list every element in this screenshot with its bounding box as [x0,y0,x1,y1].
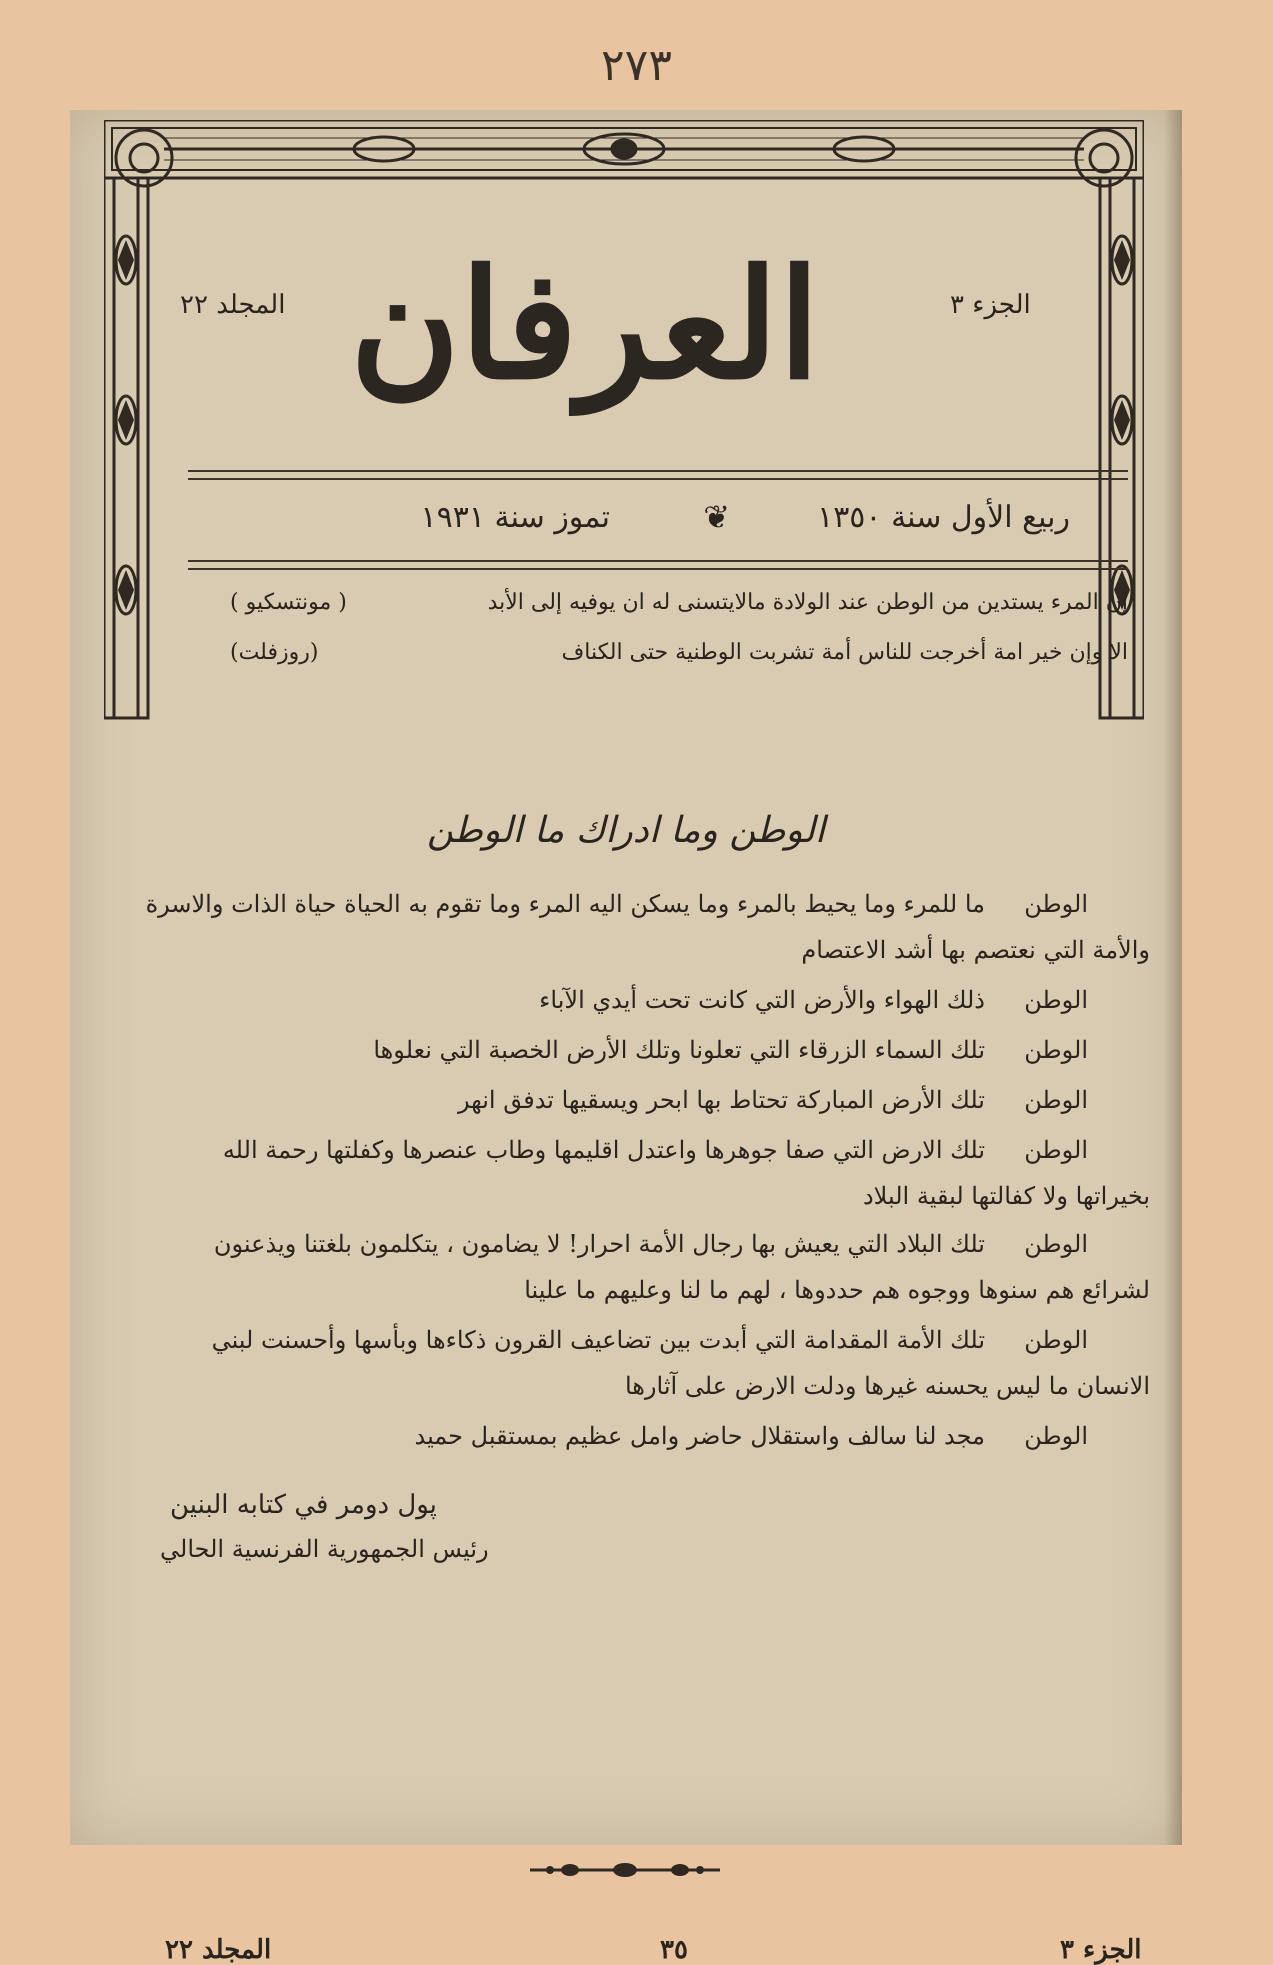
line-text: لشرائع هم سنوها ووجوه هم حددوها ، لهم ما لنا وعليهم ما علينا [524,1276,1150,1304]
line-text: والأمة التي نعتصم بها أشد الاعتصام [801,936,1150,964]
line-text: تلك الارض التي صفا جوهرها واعتدل اقليمها وطاب عنصرها وكفلتها رحمة الله [222,1136,985,1164]
line-lead: الوطن [1024,1036,1088,1064]
footer-issue: الجزء ٣ [1060,1935,1142,1965]
article-line [70,1422,1150,1462]
hijri-date: ربيع الأول سنة ١٣٥٠ [817,500,1070,535]
line-text: الانسان ما ليس يحسنه غيرها ودلت الارض على آثارها [624,1372,1150,1400]
line-text: بخيراتها ولا كفالتها لبقية البلاد [862,1182,1150,1210]
line-text: تلك الأرض المباركة تحتاط بها ابحر ويسقيها تدفق انهر [457,1086,985,1114]
footer-page: ٣٥ [660,1935,688,1965]
line-text: تلك الأمة المقدامة التي أبدت بين تضاعيف القرون ذكاءها وبأسها وأحسنت لبني [211,1326,985,1354]
quote-line [190,640,1150,680]
article-line [70,890,1150,930]
article-line [70,1372,1150,1412]
article-line [70,936,1150,976]
article-line [70,1086,1150,1126]
line-text: ذلك الهواء والأرض التي كانت تحت أيدي الآباء [539,986,985,1014]
line-lead: الوطن [1024,1136,1088,1164]
line-lead: الوطن [1024,986,1088,1014]
article-line [70,986,1150,1026]
quote-text: إن المرء يستدين من الوطن عند الولادة مالايتسنى له ان يوفيه إلى الأبد [487,590,1128,615]
line-lead: الوطن [1024,1086,1088,1114]
article-line [70,1276,1150,1316]
quote-text: الا وإن خير امة أخرجت للناس أمة تشربت الوطنية حتى الكناف [561,640,1128,665]
line-text: ما للمرء وما يحيط بالمرء وما يسكن اليه المرء وما تقوم به الحياة حياة الذات والاسرة [145,890,985,918]
quote-line [190,590,1150,630]
footer-volume: المجلد ٢٢ [165,1935,272,1965]
header-rule [188,478,1128,480]
gregorian-date: تموز سنة ١٩٣١ [420,500,610,535]
page-number: ٢٧٣ [601,40,672,91]
header-rule [188,568,1128,570]
quote-author: (روزفلت) [230,640,319,665]
line-lead: الوطن [1024,890,1088,918]
line-lead: الوطن [1024,1230,1088,1258]
masthead-title: العرفان [349,237,820,413]
date-row [190,490,1130,550]
line-text: مجد لنا سالف واستقلال حاضر وامل عظيم بمستقبل حميد [414,1422,985,1450]
article-line [70,1136,1150,1176]
header-rule [188,560,1128,562]
article-title: الوطن وما ادراك ما الوطن [426,810,825,851]
quote-author: ( مونتسكيو ) [230,590,347,615]
issue-label: الجزء ٣ [950,290,1031,320]
article-line [70,1182,1150,1222]
line-lead: الوطن [1024,1422,1088,1450]
header-rule [188,470,1128,472]
signature-title: رئيس الجمهورية الفرنسية الحالي [160,1535,489,1563]
journal-page [70,110,1182,1965]
signature-name: پول دومر في كتابه البنين [170,1490,437,1520]
line-text: تلك البلاد التي يعيش بها رجال الأمة احرار! لا يضامون ، يتكلمون بلغتنا ويذعنون [213,1230,985,1258]
line-lead: الوطن [1024,1326,1088,1354]
volume-label: المجلد ٢٢ [180,290,286,320]
fleuron-icon: ❦ [703,498,730,536]
article-line [70,1230,1150,1270]
article-line [70,1036,1150,1076]
end-ornament [530,1860,720,1880]
line-text: تلك السماء الزرقاء التي تعلونا وتلك الأرض الخصبة التي نعلوها [373,1036,985,1064]
article-line [70,1326,1150,1366]
